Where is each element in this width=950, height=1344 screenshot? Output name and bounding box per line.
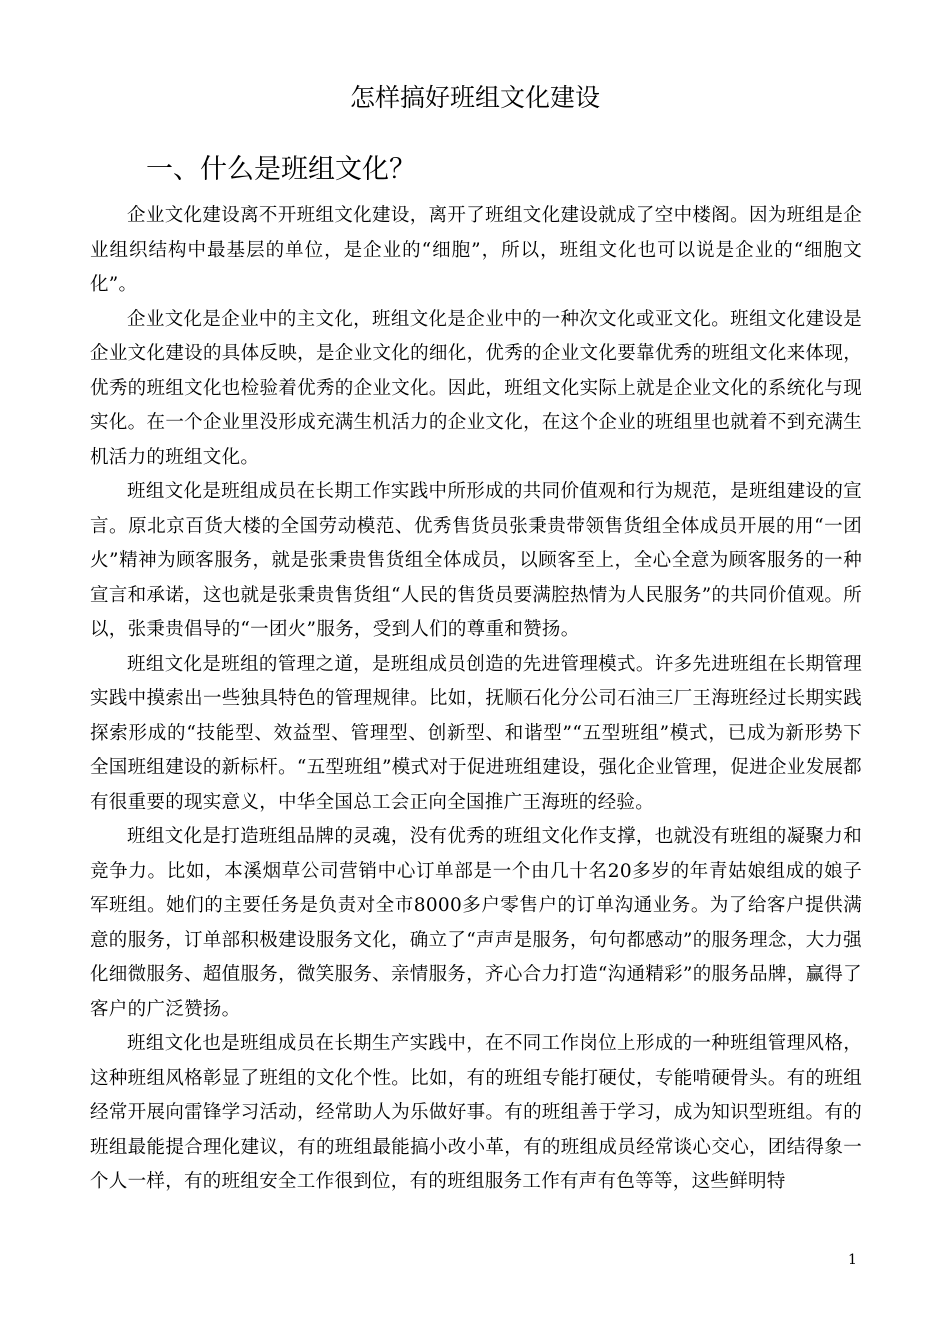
paragraph: 企业文化建设离不开班组文化建设，离开了班组文化建设就成了空中楼阁。因为班组是企业组织结构中最基层的单位，是企业的“细胞”，所以，班组文化也可以说是企业的“细胞文化”。 [90, 205, 862, 295]
document-title: 怎样搞好班组文化建设 [349, 83, 600, 112]
paragraph: 班组文化是班组的管理之道，是班组成员创造的先进管理模式。许多先进班组在长期管理实践中摸索出一些独具特色的管理规律。比如，抚顺石化分公司石油三厂王海班经过长期实践探索形成的“技能型、效益型、管理型、创新型、和谐型”“五型班组”模式，已成为新形势下全国班组建设的新标杆。“五型班组”模式对于促进班组建设，强化企业管理，促进企业发展都有很重要的现实意义，中华全国总工会正向全国推广王海班的经验。 [90, 653, 862, 813]
paragraph: 企业文化是企业中的主文化，班组文化是企业中的一种次文化或亚文化。班组文化建设是企业文化建设的具体反映，是企业文化的细化，优秀的企业文化要靠优秀的班组文化来体现，优秀的班组文化也检验着优秀的企业文化。因此，班组文化实际上就是企业文化的系统化与现实化。在一个企业里没形成充满生机活力的企业文化，在这个企业的班组里也就着不到充满生机活力的班组文化。 [90, 308, 862, 468]
paragraph: 班组文化也是班组成员在长期生产实践中，在不同工作岗位上形成的一种班组管理风格，这种班组风格彰显了班组的文化个性。比如，有的班组专能打硬仗，专能啃硬骨头。有的班组经常开展向雷锋学习活动，经常助人为乐做好事。有的班组善于学习，成为知识型班组。有的班组最能提合理化建议，有的班组最能搞小改小革，有的班组成员经常谈心交心，团结得象一个人一样，有的班组安全工作很到位，有的班组服务工作有声有色等等，这些鲜明特 [90, 1033, 862, 1192]
page-number: 1 [848, 1252, 857, 1268]
paragraph: 班组文化是打造班组品牌的灵魂，没有优秀的班组文化作支撑，也就没有班组的凝聚力和竞争力。比如，本溪烟草公司营销中心订单部是一个由几十名20多岁的年青姑娘组成的娘子军班组。她们的主要任务是负责对全市8000多户零售户的订单沟通业务。为了给客户提供满意的服务，订单部积极建设服务文化，确立了“声声是服务，句句都感动”的服务理念，大力强化细微服务、超值服务，微笑服务、亲情服务，齐心合力打造“沟通精彩”的服务品牌，赢得了客户的广泛赞扬。 [90, 826, 862, 1020]
section-heading: 一、什么是班组文化？ [146, 154, 416, 185]
paragraph: 班组文化是班组成员在长期工作实践中所形成的共同价值观和行为规范，是班组建设的宣言。原北京百货大楼的全国劳动模范、优秀售货员张秉贵带领售货组全体成员开展的用“一团火”精神为顾客服务，就是张秉贵售货组全体成员，以顾客至上，全心全意为顾客服务的一种宣言和承诺，这也就是张秉贵售货组“人民的售货员要满腔热情为人民服务”的共同价值观。所以，张秉贵倡导的“一团火”服务，受到人们的尊重和赞扬。 [90, 481, 862, 640]
document-body [90, 199, 862, 1200]
